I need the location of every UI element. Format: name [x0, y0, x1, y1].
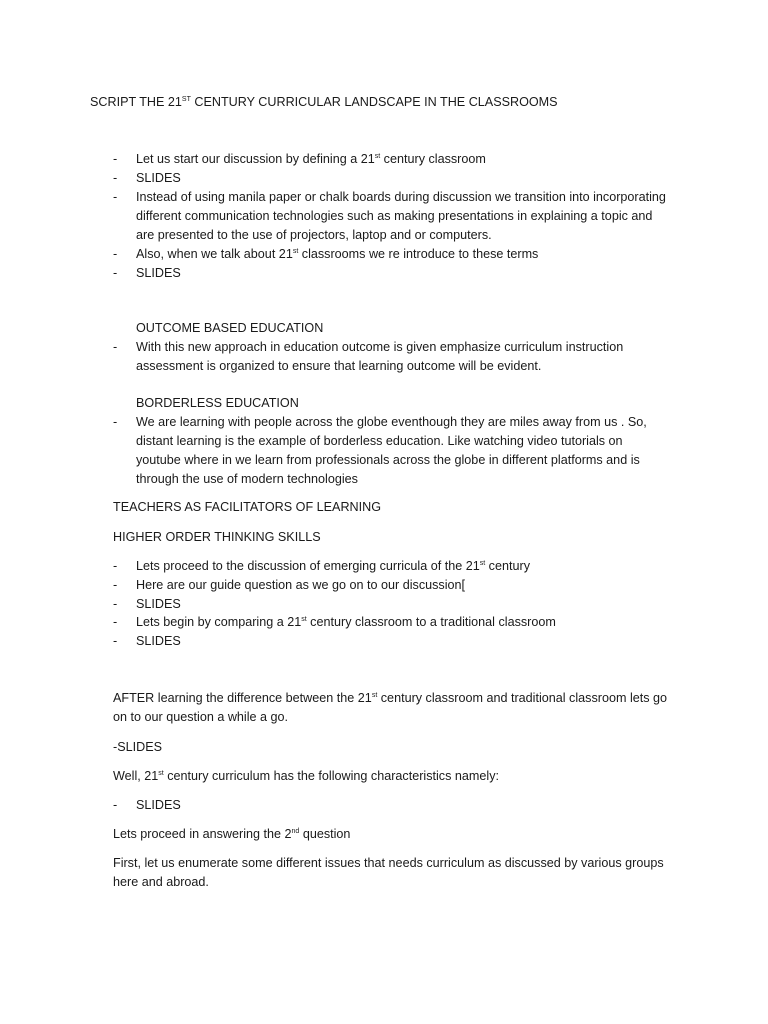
list-item: SLIDES — [136, 266, 181, 280]
list-item — [136, 245, 538, 266]
title-text: SCRIPT THE 21 — [90, 95, 182, 109]
bullet-dash: - — [113, 190, 118, 204]
bullet-dash: - — [113, 597, 118, 611]
text: century classroom and traditional classroom lets go — [377, 691, 668, 705]
list-item-line: Instead of using manila paper or chalk boards during discussion we transition into incorporating — [136, 190, 666, 204]
paragraph-line: on to our question a while a go. — [113, 710, 289, 724]
superscript: st — [371, 692, 378, 699]
section-heading: BORDERLESS EDUCATION — [136, 396, 299, 410]
bullet-dash: - — [113, 634, 118, 648]
section-heading: TEACHERS AS FACILITATORS OF LEARNING — [113, 500, 382, 514]
text: Well, 21 — [113, 769, 159, 783]
text: Lets begin by comparing a 21 — [136, 615, 302, 629]
title-text-rest: CENTURY CURRICULAR LANDSCAPE IN THE CLASSROOMS — [190, 95, 558, 109]
bullet-dash: - — [113, 578, 118, 592]
paragraph-line: First, let us enumerate some different issues that needs curriculum as discussed by various groups — [113, 856, 664, 870]
text: AFTER learning the difference between the 21 — [113, 691, 372, 705]
list-item-line: different communication technologies such as making presentations in explaining a topic and — [136, 209, 653, 223]
title-superscript: ST — [181, 96, 191, 103]
bullet-dash: - — [113, 340, 118, 354]
list-item: Here are our guide question as we go on to our discussion[ — [136, 578, 466, 592]
paragraph-line: We are learning with people across the globe eventhough they are miles away from us . So, — [136, 415, 647, 429]
section-heading: HIGHER ORDER THINKING SKILLS — [113, 530, 321, 544]
paragraph-line: assessment is organized to ensure that learning outcome will be evident. — [136, 359, 542, 373]
paragraph-line: youtube where in we learn from professionals across the globe in different platforms and is — [136, 453, 640, 467]
text: Lets proceed to the discussion of emerging curricula of the 21 — [136, 559, 480, 573]
text: century classroom — [380, 152, 486, 166]
bullet-dash: - — [113, 798, 118, 812]
bullet-dash: - — [113, 266, 118, 280]
superscript: st — [479, 560, 486, 567]
paragraph-line: through the use of modern technologies — [136, 472, 358, 486]
superscript: st — [301, 616, 307, 623]
text: century classroom to a traditional classroom — [306, 615, 556, 629]
superscript: st — [374, 153, 381, 160]
list-item: SLIDES — [136, 798, 181, 812]
text: Lets proceed in answering the 2 — [113, 827, 292, 841]
list-item: SLIDES — [136, 171, 181, 185]
bullet-dash: - — [113, 247, 118, 261]
bullet-dash: - — [113, 152, 118, 166]
paragraph-line — [113, 689, 667, 710]
paragraph-line — [113, 767, 499, 788]
text: classrooms we re introduce to these terms — [298, 247, 539, 261]
paragraph-line: here and abroad. — [113, 875, 209, 889]
list-item — [136, 613, 556, 634]
text: century curriculum has the following characteristics namely: — [163, 769, 499, 783]
list-item — [136, 557, 530, 578]
text: Also, when we talk about 21 — [136, 247, 293, 261]
paragraph-line — [113, 825, 350, 846]
superscript: st — [158, 770, 164, 777]
superscript: nd — [291, 828, 300, 835]
text: Let us start our discussion by defining a 21 — [136, 152, 375, 166]
list-item — [136, 150, 486, 171]
paragraph-line: distant learning is the example of borderless education. Like watching video tutorials on — [136, 434, 623, 448]
text: century — [485, 559, 530, 573]
text: question — [299, 827, 351, 841]
bullet-dash: - — [113, 415, 118, 429]
bullet-dash: - — [113, 559, 118, 573]
list-item-line: are presented to the use of projectors, laptop and or computers. — [136, 228, 492, 242]
bullet-dash: - — [113, 615, 118, 629]
section-heading: OUTCOME BASED EDUCATION — [136, 321, 324, 335]
list-item: SLIDES — [136, 634, 181, 648]
paragraph-line: With this new approach in education outcome is given emphasize curriculum instruction — [136, 340, 624, 354]
paragraph-line: -SLIDES — [113, 740, 162, 754]
superscript: st — [292, 248, 299, 255]
document-title — [90, 93, 558, 114]
list-item: SLIDES — [136, 597, 181, 611]
bullet-dash: - — [113, 171, 118, 185]
